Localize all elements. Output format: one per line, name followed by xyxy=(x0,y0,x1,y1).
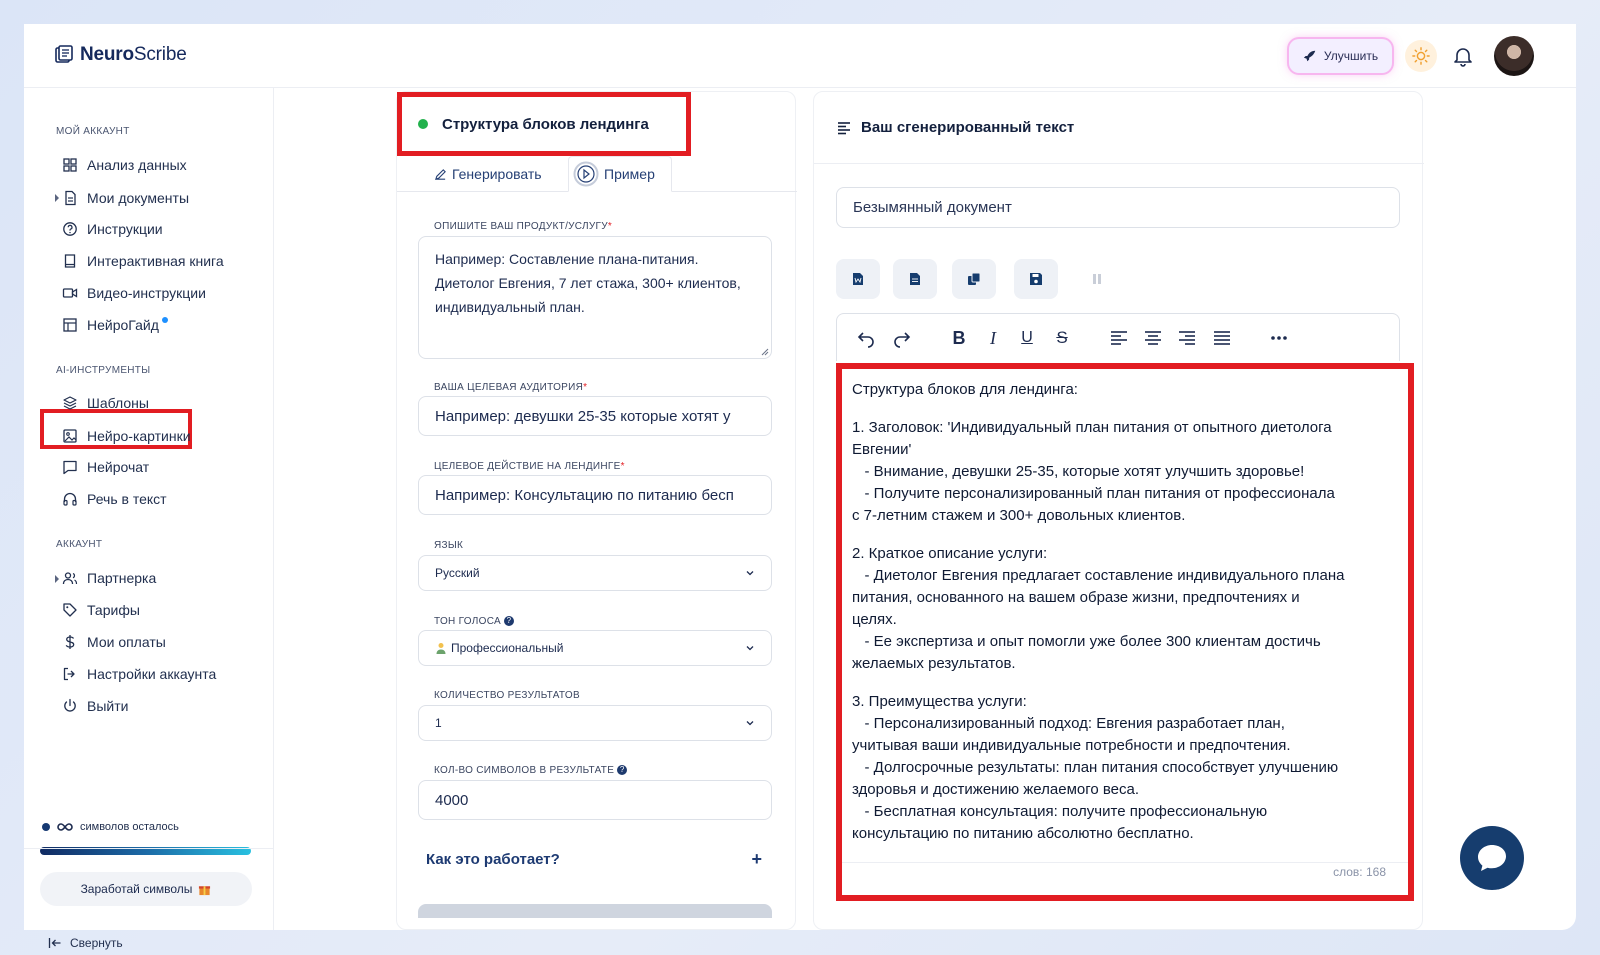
save-icon xyxy=(1029,272,1043,286)
sidebar-item-neuro-images[interactable]: Нейро-картинки xyxy=(62,424,191,448)
text-line: - Получите персонализированный план питания от профессионала xyxy=(852,485,1335,502)
italic-button[interactable] xyxy=(981,326,1005,350)
sidebar-item-partners[interactable]: Партнерка xyxy=(62,566,156,590)
status-dot xyxy=(42,823,50,831)
text-line: Структура блоков для лендинга: xyxy=(852,381,1078,398)
sidebar-item-interactive-book[interactable]: Интерактивная книга xyxy=(62,249,224,273)
text-line: - Бесплатная консультация: получите профессиональную xyxy=(852,803,1268,820)
text-line: - Внимание, девушки 25-35, которые хотят улучшить здоровье! xyxy=(852,463,1305,480)
pause-button[interactable] xyxy=(1075,259,1119,299)
file-word-icon xyxy=(852,272,864,286)
sidebar-item-my-documents[interactable]: Мои документы xyxy=(62,186,189,210)
chat-icon xyxy=(62,459,78,475)
chars-count-input[interactable]: 4000 xyxy=(418,780,772,820)
users-icon xyxy=(62,570,78,586)
logo-text: NeuroScribe xyxy=(80,44,187,65)
align-left-icon xyxy=(837,121,851,135)
headphones-icon xyxy=(62,491,78,507)
copy-button[interactable] xyxy=(952,259,996,299)
layout-icon xyxy=(62,317,78,333)
chat-bubble-icon xyxy=(1476,843,1508,873)
word-count: слов: 168 xyxy=(1333,865,1386,879)
text-line: 2. Краткое описание услуги: xyxy=(852,545,1048,562)
text-line: учитывая ваши индивидуальные потребности и предпочтения. xyxy=(852,737,1291,754)
text-line xyxy=(852,401,1398,417)
text-line: желаемых результатов. xyxy=(852,655,1016,672)
form-tabs xyxy=(397,156,797,192)
upgrade-button[interactable]: Улучшить xyxy=(1289,39,1392,73)
align-justify-icon xyxy=(1213,330,1231,346)
undo-icon xyxy=(857,330,875,346)
underline-icon: U xyxy=(1021,329,1033,346)
language-select[interactable]: Русский xyxy=(418,555,772,591)
chevron-down-icon xyxy=(745,718,755,728)
template-form-panel xyxy=(396,91,796,930)
undo-button[interactable] xyxy=(854,326,878,350)
tone-field-label: ТОН ГОЛОСА ? xyxy=(434,616,514,627)
sidebar-item-logout[interactable]: Выйти xyxy=(62,694,128,718)
power-icon xyxy=(62,698,78,714)
expand-caret-icon[interactable] xyxy=(55,194,59,202)
file-text-icon xyxy=(909,272,921,286)
sidebar-item-tariffs[interactable]: Тарифы xyxy=(62,598,140,622)
text-line: - Диетолог Евгения предлагает составление индивидуального плана xyxy=(852,567,1345,584)
text-line: Евгении' xyxy=(852,441,912,458)
sidebar xyxy=(24,88,274,950)
document-icon xyxy=(62,190,78,206)
earn-symbols-button[interactable]: Заработай символы xyxy=(40,872,252,906)
plus-icon: + xyxy=(751,849,762,869)
copy-icon xyxy=(967,272,981,286)
strikethrough-icon: S xyxy=(1056,328,1068,347)
text-line xyxy=(852,527,1398,543)
audience-field-label: ВАША ЦЕЛЕВАЯ АУДИТОРИЯ* xyxy=(434,382,588,393)
person-emoji-icon xyxy=(435,642,447,654)
align-justify-button[interactable] xyxy=(1210,326,1234,350)
avatar[interactable] xyxy=(1494,36,1534,76)
support-chat-button[interactable] xyxy=(1460,826,1524,890)
align-center-icon xyxy=(1144,330,1162,346)
rocket-icon xyxy=(1303,49,1317,63)
redo-button[interactable] xyxy=(890,326,914,350)
collapse-left-icon xyxy=(48,937,62,949)
divider xyxy=(842,862,1408,863)
chars-count-label: КОЛ-ВО СИМВОЛОВ В РЕЗУЛЬТАТЕ ? xyxy=(434,765,627,776)
new-badge-dot xyxy=(162,317,168,323)
text-line: - Персонализированный подход: Евгения разработает план, xyxy=(852,715,1285,732)
generated-text-editor[interactable] xyxy=(836,363,1414,901)
product-field-label: ОПИШИТЕ ВАШ ПРОДУКТ/УСЛУГУ* xyxy=(434,221,613,232)
how-it-works-accordion[interactable]: Как это работает? + xyxy=(426,849,762,869)
collapse-sidebar-button[interactable]: Свернуть xyxy=(48,936,123,950)
section-label-account: АККАУНТ xyxy=(56,539,103,550)
image-icon xyxy=(62,428,78,444)
align-left-icon xyxy=(1110,330,1128,346)
status-dot xyxy=(418,119,428,129)
help-circle-icon xyxy=(62,221,78,237)
audience-input[interactable]: Например: девушки 25-35 которые хотят у xyxy=(418,396,772,436)
help-icon: ? xyxy=(504,616,514,626)
section-label-ai-tools: AI-ИНСТРУМЕНТЫ xyxy=(56,365,151,376)
more-options-button[interactable] xyxy=(1267,326,1291,350)
tab-example[interactable]: Пример xyxy=(568,156,672,192)
text-line: целях. xyxy=(852,611,897,628)
sidebar-item-neuroguide[interactable]: НейроГайд xyxy=(62,313,168,337)
grid-icon xyxy=(62,157,78,173)
align-right-button[interactable] xyxy=(1175,326,1199,350)
sidebar-item-instructions[interactable]: Инструкции xyxy=(62,217,163,241)
sidebar-item-neurochat[interactable]: Нейрочат xyxy=(62,455,149,479)
book-icon xyxy=(62,253,78,269)
divider xyxy=(24,848,274,849)
result-panel xyxy=(813,91,1423,930)
text-line: с 7-летним стажем и 300+ довольных клиентов. xyxy=(852,507,1186,524)
resize-handle-icon[interactable] xyxy=(760,347,768,355)
chevron-down-icon xyxy=(745,643,755,653)
text-line: консультацию по питанию абсолютно бесплатно. xyxy=(852,825,1194,842)
generate-button[interactable] xyxy=(418,904,772,918)
text-line xyxy=(852,675,1398,691)
top-header xyxy=(24,24,1576,88)
theme-toggle-button[interactable] xyxy=(1405,40,1437,72)
text-line: 1. Заголовок: 'Индивидуальный план питания от опытного диетолога xyxy=(852,419,1332,436)
tone-select[interactable]: Профессиональный xyxy=(418,630,772,666)
section-label-my-account: МОЙ АККАУНТ xyxy=(56,126,130,137)
play-circle-icon xyxy=(573,161,599,187)
results-count-label: КОЛИЧЕСТВО РЕЗУЛЬТАТОВ xyxy=(434,690,580,701)
expand-caret-icon[interactable] xyxy=(55,575,59,583)
generated-text-content xyxy=(852,379,1398,845)
italic-icon: I xyxy=(990,327,996,348)
pause-icon xyxy=(1091,272,1103,286)
template-title: Структура блоков лендинга xyxy=(397,92,691,156)
bold-button[interactable] xyxy=(947,326,971,350)
infinity-icon xyxy=(58,823,72,831)
bold-icon: B xyxy=(952,327,966,348)
tab-generate[interactable]: Генерировать xyxy=(434,156,542,192)
text-line: питания, основанного на вашем образе жизни, предпочтениях и xyxy=(852,589,1300,606)
gift-icon xyxy=(198,883,211,896)
sidebar-item-account-settings[interactable]: Настройки аккаунта xyxy=(62,662,216,686)
underline-button[interactable] xyxy=(1015,326,1039,350)
logout-box-icon xyxy=(62,666,78,682)
sidebar-item-data-analysis[interactable]: Анализ данных xyxy=(62,153,187,177)
align-center-button[interactable] xyxy=(1141,326,1165,350)
language-field-label: ЯЗЫК xyxy=(434,540,464,551)
target-action-input[interactable]: Например: Консультацию по питанию бесп xyxy=(418,475,772,515)
action-field-label: ЦЕЛЕВОЕ ДЕЙСТВИЕ НА ЛЕНДИНГЕ* xyxy=(434,461,625,472)
bell-icon[interactable] xyxy=(1452,45,1474,67)
export-word-button[interactable] xyxy=(836,259,880,299)
save-button[interactable] xyxy=(1014,259,1058,299)
text-line: здоровья и достижению желаемого веса. xyxy=(852,781,1140,798)
align-right-icon xyxy=(1178,330,1196,346)
dollar-icon xyxy=(62,634,78,650)
strikethrough-button[interactable] xyxy=(1050,326,1074,350)
text-line: 3. Преимущества услуги: xyxy=(852,693,1027,710)
logo-icon xyxy=(54,45,74,65)
layers-icon xyxy=(62,395,78,411)
text-line: - Долгосрочные результаты: план питания способствует улучшению xyxy=(852,759,1339,776)
sun-icon xyxy=(1412,47,1430,65)
redo-icon xyxy=(893,330,911,346)
symbols-remaining: символов осталось xyxy=(42,821,179,833)
logo[interactable] xyxy=(54,44,187,66)
app-window xyxy=(24,24,1576,950)
result-header: Ваш сгенерированный текст xyxy=(814,92,1424,164)
chevron-down-icon xyxy=(745,568,755,578)
more-horizontal-icon xyxy=(1270,335,1288,341)
pencil-icon xyxy=(434,168,447,181)
tag-icon xyxy=(62,602,78,618)
document-name-input[interactable]: Безымянный документ xyxy=(836,187,1400,228)
sidebar-item-my-payments[interactable]: Мои оплаты xyxy=(62,630,166,654)
results-count-select[interactable]: 1 xyxy=(418,705,772,741)
sidebar-item-templates[interactable]: Шаблоны xyxy=(62,391,149,415)
sidebar-item-speech-to-text[interactable]: Речь в текст xyxy=(62,487,167,511)
video-icon xyxy=(62,285,78,301)
text-line: - Ее экспертиза и опыт помогли уже более 300 клиентам достичь xyxy=(852,633,1321,650)
editor-toolbar xyxy=(836,313,1400,361)
sidebar-item-video-instructions[interactable]: Видео-инструкции xyxy=(62,281,206,305)
product-textarea[interactable]: Например: Составление плана-питания. Диетолог Евгения, 7 лет стажа, 300+ клиентов, индивидуальный план. xyxy=(418,236,772,359)
help-icon: ? xyxy=(617,765,627,775)
align-left-button[interactable] xyxy=(1107,326,1131,350)
export-text-button[interactable] xyxy=(893,259,937,299)
